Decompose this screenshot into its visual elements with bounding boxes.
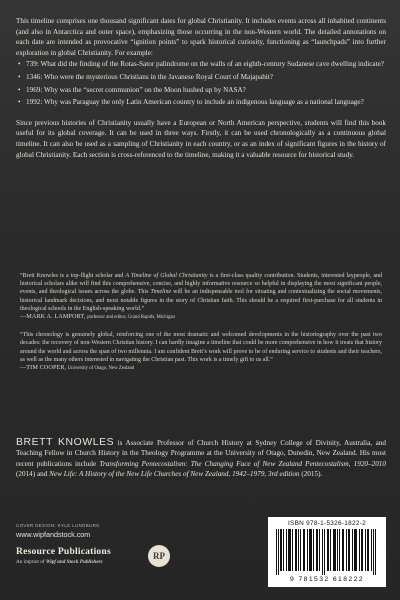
author-bio: BRETT KNOWLES is Associate Professor of Church History at Sydney College of Divinity, Australia, and Teaching Fellow in Church History in the Theology Programme at the University of Otago, Dunedin, New Zealand. His most recent publications include Transforming Pentecostalism: The Changing Face of New Zealand Pentecostalism, 1920–2010 (2014) and New Life: A History of the New Life Churches of New Zealand, 1942–1979, 3rd edition (2015). [16,437,386,479]
endorsement-attribution: —TIM COOPER, University of Otago, New Zealand [20,364,135,372]
barcode-digits: 9 781532 618222 [290,576,364,583]
example-item: • 1346: Who were the mysterious Christians in the Javanese Royal Court of Majapahit? [26,72,386,83]
author-name: BRETT KNOWLES [16,437,115,448]
publisher-name: Resource Publications [16,546,111,557]
publisher-block [16,546,165,586]
example-item: • 739: What did the finding of the Rotas-Sator palindrome on the walls of an eighth-century Sudanese cave dwelling indicate? [26,59,386,70]
isbn-barcode [268,517,386,587]
publisher-logo-icon: RP [148,545,170,567]
endorsement-quote: “Brett Knowles is a top-flight scholar and A Timeline of Global Christianity is a first-class quality contribution. Students, interested laypeople, and historical scholars alike will find this comprehensive, concise, and highly informative resource so helpful in displaying the most significant people, events, and theological issues across the globe. This Timeline will be an indispensable tool for situating and contextualizing the social movements, historical landmark decisions, and most notable figures in the story of Christian faith. This should be a required first-purchase for all students in theological schools in the English-speaking world.” [20,273,383,312]
endorsement-quote: “This chronology is genuinely global, reinforcing one of the most dramatic and welcomed developments in the historiography over the past two decades: the recovery of non-Western Christian history. I can hardly imagine a timeline that could be more comprehensive in how it treats that history around the world and across the span of two millennia. I am confident Brett’s work will prove to be of enduring service to students and their teachers, as well as the many others interested in navigating the Christian past. This work is a timely gift to us all.” [20,332,382,363]
example-item: • 1969: Why was the “secret communion” on the Moon hushed up by NASA? [26,85,386,96]
barcode-bars-icon [276,529,378,575]
example-item: • 1992: Why was Paraguay the only Latin American country to include an indigenous language as a national language? [26,97,386,108]
endorsements-section [20,272,382,373]
publisher-imprint: An imprint of Wipf and Stock Publishers [16,559,103,565]
description-section [16,16,386,160]
publisher-website: www.wipfandstock.com [16,530,91,539]
cover-design-credit: COVER DESIGN: KYLE LUNDBURG [16,523,100,528]
endorsement-attribution: —MARK A. LAMPORT, professor and editor, Grand Rapids, Michigan [20,313,175,321]
intro-paragraph: This timeline comprises one thousand significant dates for global Christianity. It includes events across all inhabited continents (and also in Antarctica and outer space), emphasizing those occurring in the non-Western world. The detailed annotations on each date are intended as provocative “ignition points” to spark historical curiosity, functioning as “launchpads” into further exploration in global Christianity. For example: [16,17,386,57]
isbn-label: ISBN 978-1-5326-1822-2 [287,520,366,527]
usage-paragraph: Since previous histories of Christianity usually have a European or North American perspective, students will find this book useful for its global coverage. It can be used in three ways. Firstly, it can be used chronologically as a continuous global timeline. It can also be used as a sampling of Christianity in each country, or as an index of significant figures in the history of global Christianity. Each section is cross-referenced to the timeline, making it a valuable resource for historical study. [16,118,386,159]
example-list [16,59,386,107]
